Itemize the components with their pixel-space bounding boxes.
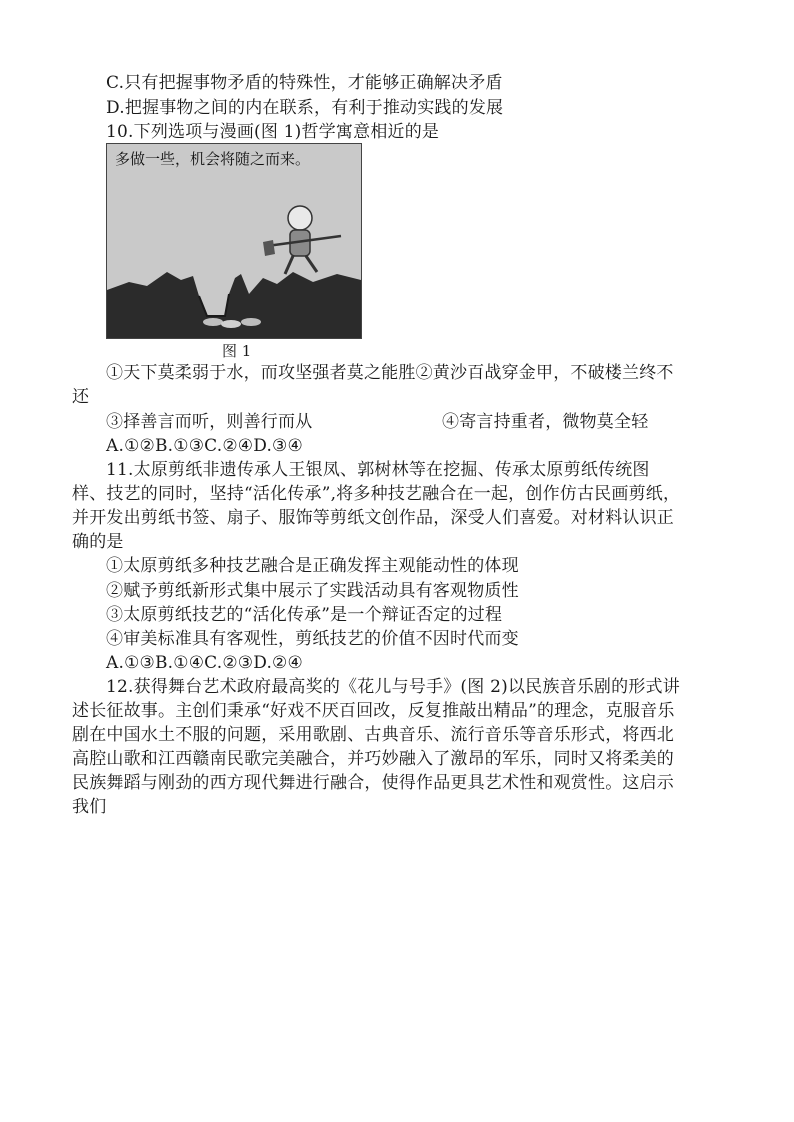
shovel-blade [263, 240, 275, 256]
question-10-stem: 10.下列选项与漫画(图 1)哲学寓意相近的是 [106, 122, 440, 142]
question-11-answers: A.①③B.①④C.②③D.②④ [106, 653, 303, 673]
option-d: D.把握事物之间的内在联系，有利于推动实践的发展 [106, 98, 504, 118]
question-11-option-2: ②赋予剪纸新形式集中展示了实践活动具有客观物质性 [106, 581, 519, 601]
question-10-option-4: ④寄言持重者，微物莫全轻 [442, 412, 649, 432]
question-12-stem-4: 高腔山歌和江西赣南民歌完美融合，并巧妙融入了激昂的军乐，同时又将柔美的 [72, 749, 674, 769]
cartoon-caption: 多做一些，机会将随之而来。 [115, 150, 311, 168]
question-10-option-1-2: ①天下莫柔弱于水，而攻坚强者莫之能胜②黄沙百战穿金甲，不破楼兰终不 [106, 363, 674, 383]
question-10-option-2-cont: 还 [72, 387, 90, 407]
question-10-option-3: ③择善言而听，则善行而从 [106, 412, 313, 432]
question-11-stem-1: 11.太原剪纸非遗传承人王银凤、郭树林等在挖掘、传承太原剪纸传统图 [106, 460, 650, 480]
boy-head [288, 206, 312, 230]
question-11-option-4: ④审美标准具有客观性，剪纸技艺的价值不因时代而变 [106, 629, 519, 649]
question-12-stem-2: 述长征故事。主创们秉承“好戏不厌百回改，反复推敲出精品”的理念，克服音乐 [72, 701, 675, 721]
question-11-option-1: ①太原剪纸多种技艺融合是正确发挥主观能动性的体现 [106, 556, 519, 576]
question-11-stem-4: 确的是 [72, 532, 124, 552]
cartoon-illustration [107, 144, 361, 338]
figure-1-label: 图 1 [222, 342, 252, 360]
question-11-stem-2: 样、技艺的同时，坚持“活化传承”,将多种技艺融合在一起，创作仿古民画剪纸， [72, 484, 681, 504]
question-10-answers: A.①②B.①③C.②④D.③④ [106, 436, 303, 456]
question-12-stem-1: 12.获得舞台艺术政府最高奖的《花儿与号手》(图 2)以民族音乐剧的形式讲 [106, 677, 680, 697]
question-11-stem-3: 并开发出剪纸书签、扇子、服饰等剪纸文创作品，深受人们喜爱。对材料认识正 [72, 508, 674, 528]
question-11-option-3: ③太原剪纸技艺的“活化传承”是一个辩证否定的过程 [106, 605, 503, 625]
question-10-options-3-4 [106, 410, 312, 434]
option-c: C.只有把握事物矛盾的特殊性，才能够正确解决矛盾 [106, 73, 503, 93]
cartoon-figure-1 [106, 143, 362, 339]
question-12-stem-5: 民族舞蹈与刚劲的西方现代舞进行融合，使得作品更具艺术性和观赏性。这启示 [72, 773, 674, 793]
question-12-stem-6: 我们 [72, 797, 107, 817]
question-12-stem-3: 剧在中国水土不服的问题，采用歌剧、古典音乐、流行音乐等音乐形式，将西北 [72, 725, 674, 745]
